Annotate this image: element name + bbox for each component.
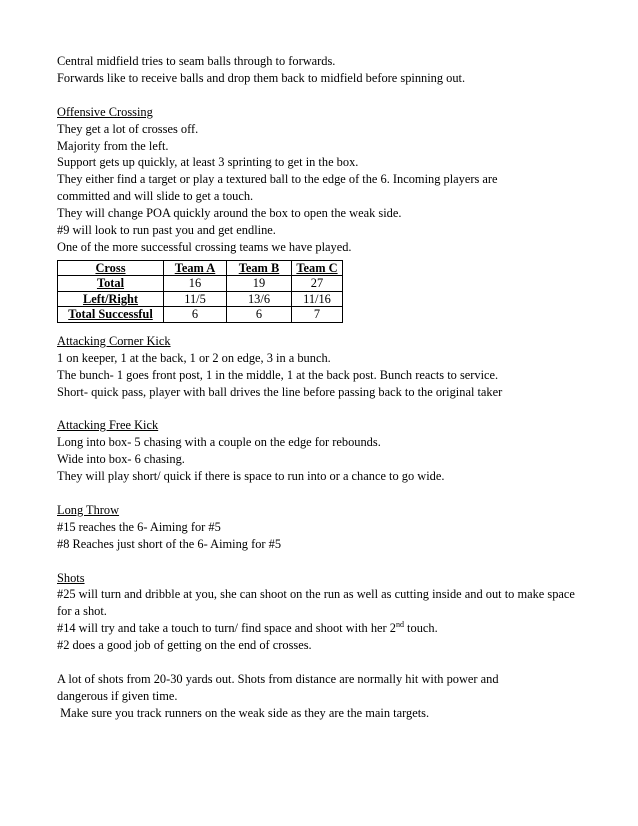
cross-table-row-label: Total Successful <box>58 307 164 323</box>
cross-table-cell: 27 <box>292 276 343 292</box>
document-page <box>57 53 597 722</box>
cross-table-cell: 19 <box>227 276 292 292</box>
shots-line-text: touch. <box>403 621 438 636</box>
table-row <box>58 276 343 292</box>
free-kick-heading: Attacking Free Kick <box>57 418 159 433</box>
offensive-crossing-line: They will change POA quickly around the box to open the weak side. <box>57 206 402 221</box>
cross-table-cell: 7 <box>292 307 343 323</box>
cross-table-header-row <box>58 260 343 276</box>
shots-heading: Shots <box>57 570 85 585</box>
cross-table-cell: 16 <box>164 276 227 292</box>
cross-table-cell: 11/5 <box>164 291 227 307</box>
free-kick-line: They will play short/ quick if there is space to run into or a chance to go wide. <box>57 469 445 484</box>
shots-line-text: #14 will try and take a touch to turn/ find space and shoot with her 2 <box>57 621 396 636</box>
cross-table-cell: 6 <box>164 307 227 323</box>
corner-kick-line: 1 on keeper, 1 at the back, 1 or 2 on edge, 3 in a bunch. <box>57 350 331 365</box>
cross-table-header: Team B <box>227 260 292 276</box>
corner-kick-line: The bunch- 1 goes front post, 1 in the middle, 1 at the back post. Bunch reacts to service. <box>57 367 499 382</box>
offensive-crossing-line: One of the more successful crossing teams we have played. <box>57 239 352 254</box>
cross-table <box>57 260 343 323</box>
closing-line: A lot of shots from 20-30 yards out. Shots from distance are normally hit with power and dangerous if given time. <box>57 671 499 703</box>
cross-table-header: Team A <box>164 260 227 276</box>
cross-table-cell: 13/6 <box>227 291 292 307</box>
table-row <box>58 307 343 323</box>
long-throw-line: #8 Reaches just short of the 6- Aiming for #5 <box>57 536 282 551</box>
intro-line: Central midfield tries to seam balls through to forwards. <box>57 54 336 68</box>
corner-kick-heading: Attacking Corner Kick <box>57 333 171 348</box>
offensive-crossing-line: They either find a target or play a textured ball to the edge of the 6. Incoming players are committed and will slide to get a touch. <box>57 172 498 204</box>
shots-line: #25 will turn and dribble at you, she can shoot on the run as well as cutting inside and out to make space for a shot. <box>57 587 575 619</box>
closing-line: Make sure you track runners on the weak side as they are the main targets. <box>57 705 430 720</box>
offensive-crossing-line: They get a lot of crosses off. <box>57 121 199 136</box>
long-throw-heading: Long Throw <box>57 502 120 517</box>
cross-table-row-label: Left/Right <box>58 291 164 307</box>
offensive-crossing-heading: Offensive Crossing <box>57 104 153 119</box>
offensive-crossing-line: Majority from the left. <box>57 138 169 153</box>
offensive-crossing-line: Support gets up quickly, at least 3 sprinting to get in the box. <box>57 155 359 170</box>
offensive-crossing-line: #9 will look to run past you and get endline. <box>57 223 276 238</box>
cross-table-row-label: Total <box>58 276 164 292</box>
shots-line: #2 does a good job of getting on the end of crosses. <box>57 638 312 653</box>
cross-table-cell: 6 <box>227 307 292 323</box>
table-row <box>58 291 343 307</box>
cross-table-header: Team C <box>292 260 343 276</box>
shots-line <box>57 620 597 637</box>
ordinal-suffix: nd <box>395 620 404 630</box>
long-throw-line: #15 reaches the 6- Aiming for #5 <box>57 519 221 534</box>
free-kick-line: Wide into box- 6 chasing. <box>57 452 185 467</box>
intro-line: Forwards like to receive balls and drop them back to midfield before spinning out. <box>57 70 466 85</box>
cross-table-header: Cross <box>58 260 164 276</box>
corner-kick-line: Short- quick pass, player with ball drives the line before passing back to the original taker <box>57 384 503 399</box>
free-kick-line: Long into box- 5 chasing with a couple on the edge for rebounds. <box>57 435 381 450</box>
cross-table-cell: 11/16 <box>292 291 343 307</box>
